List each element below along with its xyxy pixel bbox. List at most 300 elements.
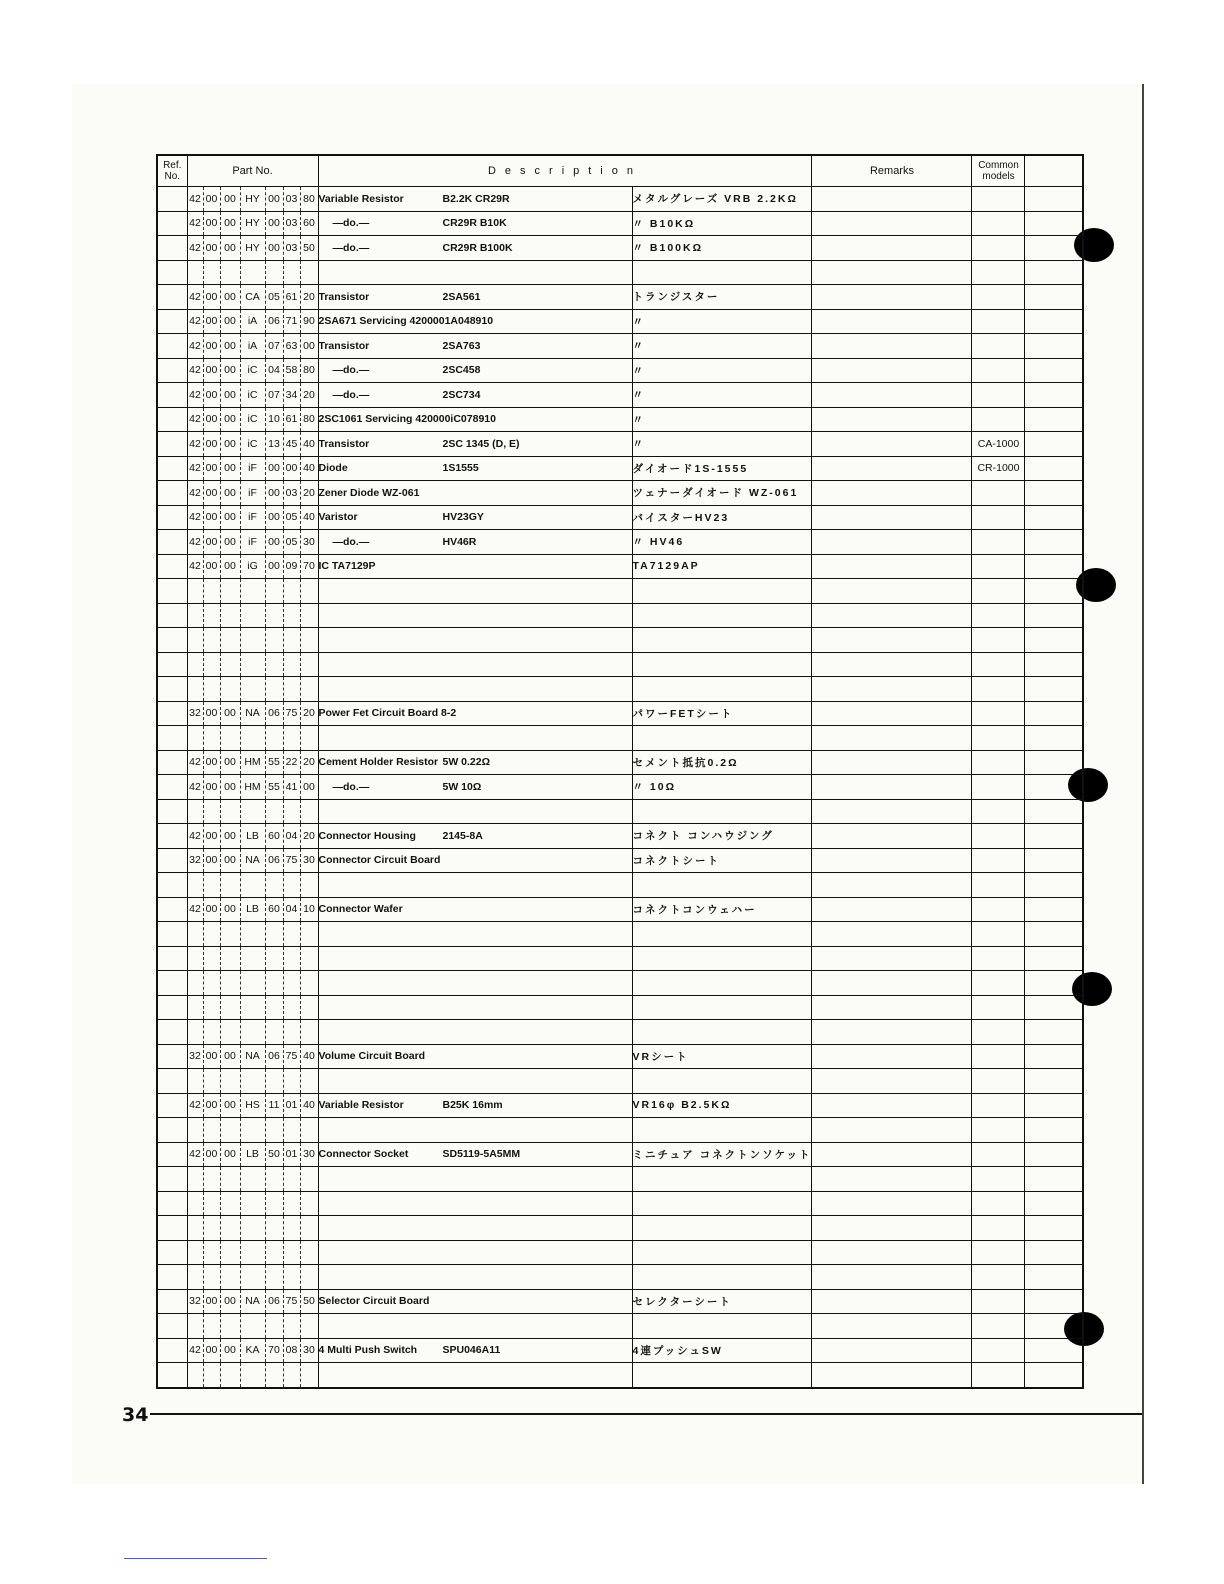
remarks-cell [812,971,972,996]
part-no-segment: 06 [266,310,284,334]
table-row [157,505,1083,530]
part-no-segments [188,653,318,677]
description-cell [318,383,632,408]
part-no-segment [188,677,204,701]
remarks-cell [812,358,972,383]
part-no-segment [188,1167,204,1191]
description-cell [318,236,632,261]
blank-cell [1025,579,1083,604]
part-no-segments [188,996,318,1020]
part-no-segment [188,604,204,628]
part-no-segment: 03 [284,481,301,505]
part-no-segment [266,873,284,897]
table-row [157,1314,1083,1339]
blank-cell [1025,652,1083,677]
part-no-segment [301,1192,318,1216]
part-no-segments [188,800,318,824]
part-no-segment: 42 [188,310,204,334]
part-no-segment [284,1069,301,1093]
japanese-description-cell [632,579,812,604]
remarks-cell [812,603,972,628]
common-models-cell [972,285,1025,310]
blank-cell [1025,1167,1083,1192]
part-no-segment [266,1020,284,1044]
ref-no-cell [157,579,187,604]
common-models-cell [972,628,1025,653]
ref-no-cell [157,309,187,334]
scan-mark-line [124,1558,267,1559]
part-no-segment [221,1216,241,1240]
part-no-segment: 00 [204,1045,221,1069]
part-no-segment [241,1069,266,1093]
part-no-segment [221,947,241,971]
part-no-cell [187,432,318,457]
part-no-segment: 58 [284,359,301,383]
common-models-cell [972,701,1025,726]
remarks-header: Remarks [812,155,972,187]
part-no-segment [204,604,221,628]
blank-cell [1025,456,1083,481]
part-no-segment: 32 [188,1045,204,1069]
part-no-segment: 00 [221,1143,241,1167]
description-cell [318,407,632,432]
part-no-segment [221,800,241,824]
part-no-segments [188,1363,318,1387]
table-row [157,260,1083,285]
item-name: Zener Diode WZ-061 [318,486,420,499]
blank-cell [1025,309,1083,334]
ref-no-cell [157,236,187,261]
part-no-segment [266,1118,284,1142]
part-no-segment [241,653,266,677]
item-name: IC TA7129P [318,560,376,573]
description-cell [318,1289,632,1314]
ref-no-cell [157,505,187,530]
part-no-segment: 00 [204,1143,221,1167]
table-row [157,677,1083,702]
part-no-segment: 00 [204,898,221,922]
blank-cell [1025,358,1083,383]
part-no-segment [188,873,204,897]
part-no-cell [187,775,318,800]
table-row [157,1191,1083,1216]
part-no-cell [187,334,318,359]
part-no-segments [188,1167,318,1191]
part-no-segment [221,1069,241,1093]
part-no-segment: 00 [221,383,241,407]
part-no-segment [204,996,221,1020]
part-no-segment: 03 [284,212,301,236]
remarks-cell [812,1093,972,1118]
table-row [157,236,1083,261]
part-no-segment: 42 [188,334,204,358]
part-no-segment: 10 [303,903,315,916]
part-no-segment: 32 [188,702,204,726]
blank-cell [1025,187,1083,212]
description-cell [318,1240,632,1265]
remarks-cell [812,432,972,457]
ref-no-cell [157,1338,187,1363]
blank-cell [1025,922,1083,947]
part-no-segment: 00 [204,481,221,505]
ref-no-cell [157,750,187,775]
item-spec: 2SC458 [442,364,481,377]
part-no-cell [187,1363,318,1388]
part-no-segment [188,261,204,285]
part-no-segments [188,579,318,603]
japanese-description-cell [632,1240,812,1265]
part-no-segment [204,1363,221,1387]
table-row [157,211,1083,236]
part-no-segments [188,702,318,726]
part-no-segment [284,1020,301,1044]
part-no-header: Part No. [187,155,318,187]
part-no-segment: 00 [221,457,241,481]
common-models-cell [972,554,1025,579]
item-name: —do.— [332,780,370,793]
blank-cell [1025,530,1083,555]
item-name: —do.— [332,241,370,254]
description-cell [318,1118,632,1143]
part-no-segment [301,628,318,652]
description-cell [318,456,632,481]
part-no-segments [188,261,318,285]
part-no-segment: 42 [188,408,204,432]
part-no-cell [187,677,318,702]
part-no-cell [187,1167,318,1192]
part-no-segment: 55 [266,775,284,799]
japanese-description-cell: 〃 [632,309,812,334]
item-name: —do.— [332,388,370,401]
item-name: —do.— [332,535,370,548]
item-name: Transistor [318,339,370,352]
part-no-segment: 00 [266,212,284,236]
part-no-segments [188,1241,318,1265]
remarks-cell [812,1118,972,1143]
table-row [157,1167,1083,1192]
table-row [157,799,1083,824]
table-row [157,701,1083,726]
part-no-cell [187,995,318,1020]
common-models-cell [972,1240,1025,1265]
part-no-cell [187,701,318,726]
part-no-cell [187,1118,318,1143]
blank-cell [1025,554,1083,579]
part-no-segment: 04 [284,824,301,848]
part-no-cell [187,456,318,481]
remarks-cell [812,1142,972,1167]
part-no-segment: 75 [284,702,301,726]
table-row [157,285,1083,310]
part-no-segment [221,1192,241,1216]
part-no-segment: KA [241,1339,266,1363]
remarks-cell [812,505,972,530]
part-no-segment: 30 [303,1344,315,1357]
part-no-segment: 00 [204,187,221,211]
item-spec: B2.2K CR29R [442,192,510,205]
table-row [157,187,1083,212]
ref-no-cell [157,1191,187,1216]
part-no-segments [188,1290,318,1314]
part-no-segment: 80 [303,413,315,426]
part-no-segment: 40 [303,437,315,450]
japanese-description-cell [632,1118,812,1143]
japanese-description-cell [632,1314,812,1339]
part-no-cell [187,505,318,530]
part-no-segment [301,947,318,971]
japanese-description-cell: 〃 B10KΩ [632,211,812,236]
blank-cell [1025,897,1083,922]
part-no-segment: 08 [284,1339,301,1363]
table-row [157,309,1083,334]
item-spec: HV23GY [442,511,484,524]
remarks-cell [812,750,972,775]
remarks-cell [812,1167,972,1192]
part-no-segment: 71 [284,310,301,334]
item-spec: CR29R B100K [442,241,513,254]
part-no-segment [284,628,301,652]
part-no-segment [188,1020,204,1044]
part-no-segments [188,383,318,407]
item-spec: 5W 10Ω [442,780,482,793]
part-no-segment [221,1167,241,1191]
part-no-segment: 00 [266,236,284,260]
part-no-segment [221,1314,241,1338]
part-no-segment: 70 [303,560,315,573]
part-no-segment: 60 [303,217,315,230]
part-no-segment: iF [241,457,266,481]
japanese-description-cell [632,677,812,702]
table-row [157,971,1083,996]
remarks-cell [812,1216,972,1241]
part-no-segment: 00 [221,432,241,456]
part-no-segment [241,971,266,995]
part-no-segment [241,261,266,285]
ref-no-cell [157,1069,187,1094]
table-row [157,1240,1083,1265]
blank-cell [1025,824,1083,849]
table-row [157,750,1083,775]
part-no-segment: 03 [284,187,301,211]
part-no-segments [188,604,318,628]
table-row [157,1020,1083,1045]
description-cell [318,1265,632,1290]
item-name: Transistor [318,437,370,450]
remarks-cell [812,383,972,408]
part-no-segments [188,971,318,995]
part-no-segment [284,1167,301,1191]
part-no-segment [188,1192,204,1216]
part-no-segment [301,1363,318,1387]
common-models-cell: CR-1000 [972,456,1025,481]
description-cell [318,187,632,212]
part-no-segment: 42 [188,751,204,775]
part-no-segment: 00 [221,849,241,873]
ref-no-cell [157,1167,187,1192]
part-no-segment [266,1192,284,1216]
part-no-segment: 00 [221,334,241,358]
japanese-description-cell: TA7129AP [632,554,812,579]
part-no-segment [221,1241,241,1265]
part-no-segment: 00 [221,775,241,799]
description-cell [318,1044,632,1069]
part-no-segment: 55 [266,751,284,775]
part-no-segment [284,1118,301,1142]
part-no-segment [266,677,284,701]
part-no-segment [204,261,221,285]
part-no-segments [188,751,318,775]
part-no-cell [187,236,318,261]
common-models-cell [972,1289,1025,1314]
common-models-cell [972,922,1025,947]
part-no-cell [187,530,318,555]
ref-no-cell [157,775,187,800]
blank-cell [1025,383,1083,408]
part-no-segment: 00 [303,339,315,352]
part-no-segment: 00 [204,506,221,530]
part-no-segment: 42 [188,359,204,383]
part-no-segment: 00 [221,555,241,579]
japanese-description-cell: 〃 [632,432,812,457]
ref-no-cell [157,603,187,628]
part-no-segments [188,334,318,358]
part-no-segments [188,1192,318,1216]
japanese-description-cell: セレクターシート [632,1289,812,1314]
part-no-segment: 20 [303,707,315,720]
table-row [157,1118,1083,1143]
part-no-segment [266,996,284,1020]
common-models-cell [972,995,1025,1020]
part-no-segment [221,1020,241,1044]
part-no-segment: iC [241,408,266,432]
remarks-cell [812,775,972,800]
remarks-cell [812,848,972,873]
common-models-cell [972,383,1025,408]
common-models-cell [972,1363,1025,1388]
item-name: Connector Housing [318,829,416,842]
part-no-segment: 42 [188,898,204,922]
blank-cell [1025,848,1083,873]
part-no-segment: 42 [188,824,204,848]
ref-no-cell [157,701,187,726]
part-no-segment [301,996,318,1020]
part-no-segment: 00 [204,1290,221,1314]
part-no-segment: 42 [188,1094,204,1118]
part-no-segment [241,628,266,652]
table-row [157,358,1083,383]
description-cell [318,897,632,922]
part-no-segment [188,1241,204,1265]
part-no-segment: 00 [204,285,221,309]
part-no-segment: 00 [204,457,221,481]
part-no-segment [284,1192,301,1216]
table-row [157,334,1083,359]
header-row [157,155,1083,187]
part-no-segment: HM [241,775,266,799]
table-row [157,873,1083,898]
common-models-cell [972,530,1025,555]
part-no-segment: 06 [266,1290,284,1314]
part-no-segment: 00 [221,1290,241,1314]
part-no-segment: 45 [284,432,301,456]
common-models-cell [972,1338,1025,1363]
ref-no-cell [157,873,187,898]
part-no-segment: 30 [303,535,315,548]
item-spec: 2SC734 [442,388,481,401]
blank-cell [1025,1216,1083,1241]
part-no-segments [188,187,318,211]
part-no-segments [188,898,318,922]
part-no-segment: 20 [303,290,315,303]
common-models-cell [972,358,1025,383]
common-models-cell [972,505,1025,530]
common-models-cell [972,1069,1025,1094]
part-no-segments [188,1265,318,1289]
part-no-segments [188,922,318,946]
part-no-segment [188,1265,204,1289]
part-no-segment: 05 [284,506,301,530]
table-row [157,775,1083,800]
part-no-segment: 60 [266,824,284,848]
part-no-segment: 80 [303,192,315,205]
japanese-description-cell: トランジスター [632,285,812,310]
blank-cell [1025,799,1083,824]
item-name: Selector Circuit Board [318,1295,430,1308]
part-no-segment: 00 [221,481,241,505]
item-name: 2SC1061 Servicing 420000iC078910 [318,413,496,426]
part-no-segment: LB [241,824,266,848]
remarks-cell [812,1265,972,1290]
part-no-segment [266,261,284,285]
description-cell [318,334,632,359]
part-no-segment [204,677,221,701]
japanese-description-cell: ダイオード1S-1555 [632,456,812,481]
part-no-segment: 00 [221,506,241,530]
item-name: Connector Socket [318,1148,409,1161]
part-no-segment: 00 [221,408,241,432]
part-no-segment [241,1265,266,1289]
part-no-segment [188,1118,204,1142]
table-row [157,530,1083,555]
part-no-segment [266,726,284,750]
part-no-segment: 04 [266,359,284,383]
common-models-cell [972,236,1025,261]
part-no-segment [188,1363,204,1387]
table-row [157,1289,1083,1314]
ref-no-cell [157,995,187,1020]
part-no-segment [204,653,221,677]
part-no-segment: 75 [284,849,301,873]
blank-cell [1025,677,1083,702]
common-models-cell [972,579,1025,604]
item-name: Volume Circuit Board [318,1050,426,1063]
common-models-cell [972,407,1025,432]
common-models-header: Common models [972,155,1025,187]
part-no-segment [221,1118,241,1142]
blank-cell [1025,775,1083,800]
part-no-segment [188,922,204,946]
part-no-segment [204,947,221,971]
description-cell [318,554,632,579]
description-cell [318,824,632,849]
part-no-cell [187,260,318,285]
part-no-segment: 06 [266,849,284,873]
part-no-segment: 00 [221,824,241,848]
part-no-segment [221,628,241,652]
japanese-description-cell: 〃 [632,358,812,383]
japanese-description-cell: コネクトシート [632,848,812,873]
ref-no-cell [157,554,187,579]
